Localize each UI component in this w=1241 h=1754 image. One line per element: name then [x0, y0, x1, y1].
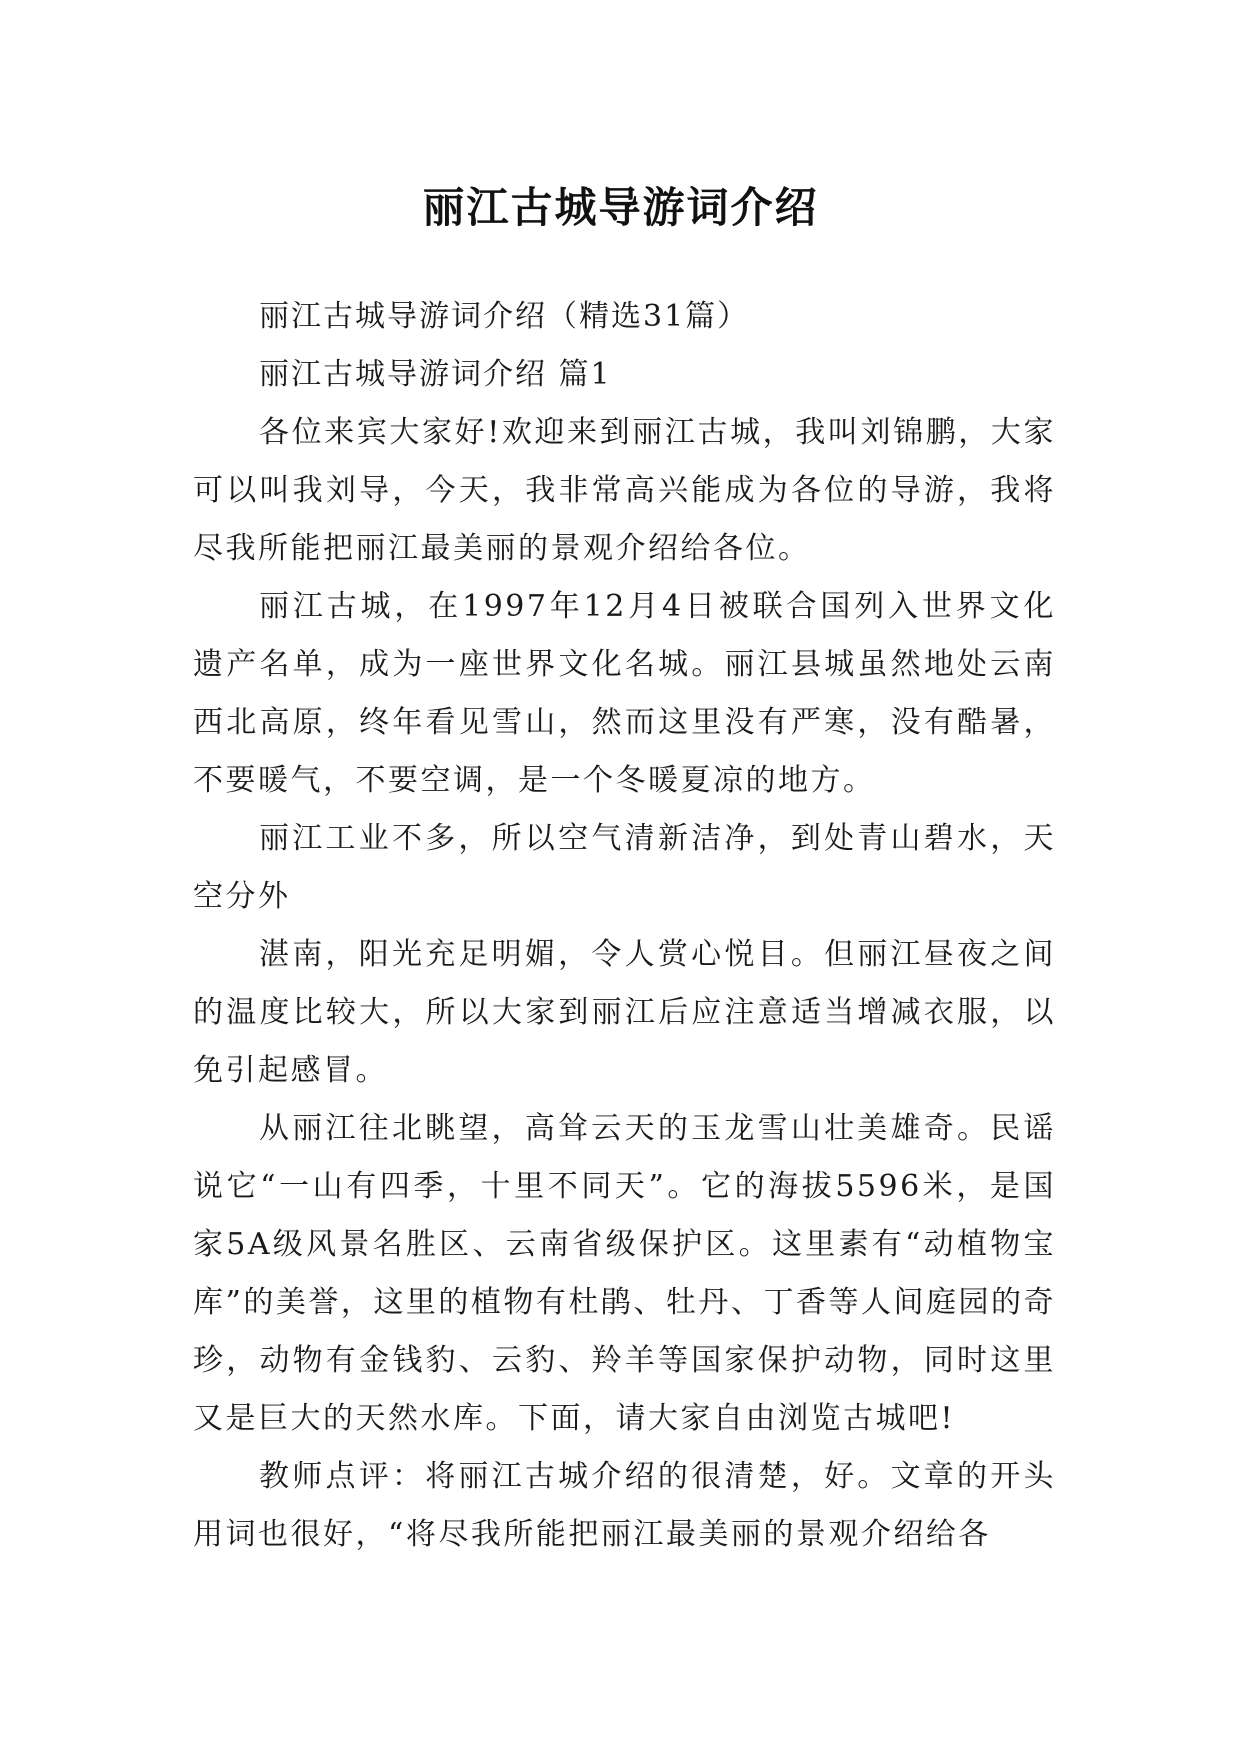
paragraph: 教师点评：将丽江古城介绍的很清楚，好。文章的开头用词也很好，“将尽我所能把丽江最美丽的景观介绍给各	[193, 1459, 1056, 1552]
document-body	[193, 288, 1056, 1564]
document-title: 丽江古城导游词介绍	[422, 183, 819, 233]
section-heading: 丽江古城导游词介绍 篇1	[259, 357, 612, 392]
document-subtitle: 丽江古城导游词介绍（精选31篇）	[259, 299, 750, 334]
paragraph: 丽江工业不多，所以空气清新洁净，到处青山碧水，天空分外	[193, 821, 1056, 914]
paragraph: 从丽江往北眺望，高耸云天的玉龙雪山壮美雄奇。民谣说它“一山有四季，十里不同天”。它的海拔5596米，是国家5A级风景名胜区、云南省级保护区。这里素有“动植物宝库”的美誉，这里的植物有杜鹃、牡丹、丁香等人间庭园的奇珍，动物有金钱豹、云豹、羚羊等国家保护动物，同时这里又是巨大的天然水库。下面，请大家自由浏览古城吧!	[193, 1111, 1056, 1436]
paragraph: 丽江古城，在1997年12月4日被联合国列入世界文化遗产名单，成为一座世界文化名城。丽江县城虽然地处云南西北高原，终年看见雪山，然而这里没有严寒，没有酷暑，不要暖气，不要空调，是一个冬暖夏凉的地方。	[193, 589, 1056, 798]
paragraph: 各位来宾大家好!欢迎来到丽江古城，我叫刘锦鹏，大家可以叫我刘导，今天，我非常高兴能成为各位的导游，我将尽我所能把丽江最美丽的景观介绍给各位。	[193, 415, 1056, 566]
paragraph: 湛南，阳光充足明媚，令人赏心悦目。但丽江昼夜之间的温度比较大，所以大家到丽江后应注意适当增减衣服，以免引起感冒。	[193, 937, 1056, 1088]
